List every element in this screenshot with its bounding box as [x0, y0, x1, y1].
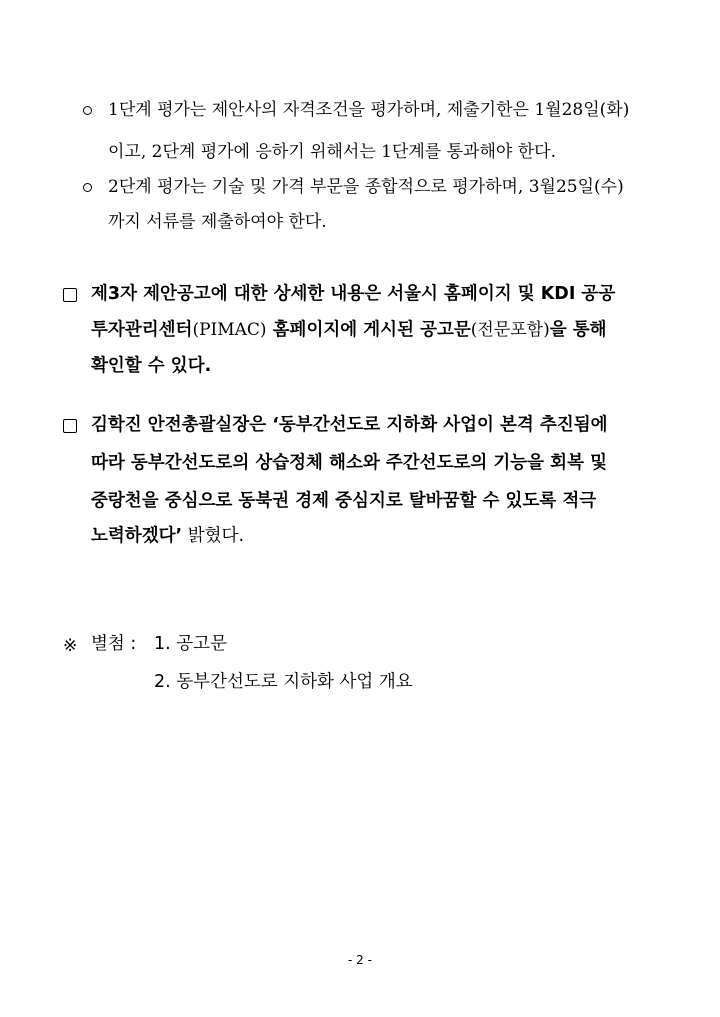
paragraph-1-line-2-b: (PIMAC): [192, 320, 267, 340]
sub-item-2-line-1: 2단계 평가는 기술 및 가격 부문을 종합적으로 평가하며, 3월25일(수): [108, 177, 624, 197]
attachments-label: 별첨 :: [91, 634, 137, 654]
paragraph-1-line-2: [91, 322, 607, 340]
paragraph-2-line-4-rest: 밝혔다.: [182, 526, 245, 546]
paragraph-1-line-2-d: (전문포함): [470, 320, 550, 340]
paragraph-2-line-4-bold: 노력하겠다’: [91, 526, 183, 546]
paragraph-1-line-2-c: 홈페이지에 게시된 공고문: [266, 320, 471, 340]
attachment-item-1: 1. 공고문: [154, 634, 227, 654]
paragraph-2-line-3: 중랑천을 중심으로 동북권 경제 중심지로 탈바꿈할 수 있도록 적극: [91, 491, 597, 511]
attachment-item-2: 2. 동부간선도로 지하화 사업 개요: [154, 672, 413, 692]
circle-bullet-icon: [83, 106, 92, 115]
sub-item-1-line-2: 이고, 2단계 평가에 응하기 위해서는 1단계를 통과해야 한다.: [108, 142, 556, 162]
reference-mark: ※: [63, 636, 78, 656]
paragraph-1-line-3: 확인할 수 있다.: [91, 356, 212, 376]
paragraph-1-line-1: 제3자 제안공고에 대한 상세한 내용은 서울시 홈페이지 및 KDI 공공: [91, 284, 616, 304]
paragraph-2-line-4: [91, 528, 244, 546]
page-number: - 2 -: [348, 953, 372, 967]
paragraph-1-line-2-a: 투자관리센터: [91, 320, 193, 340]
square-bullet-icon: [63, 419, 77, 433]
circle-bullet-icon: [83, 183, 92, 192]
paragraph-1-line-2-e: 을 통해: [549, 320, 607, 340]
square-bullet-icon: [63, 288, 77, 302]
sub-item-1-line-1: 1단계 평가는 제안사의 자격조건을 평가하며, 제출기한은 1월28일(화): [108, 100, 630, 120]
sub-item-2-line-2: 까지 서류를 제출하여야 한다.: [108, 212, 327, 232]
paragraph-2-line-1: 김학진 안전총괄실장은 ‘동부간선도로 지하화 사업이 본격 추진됨에: [91, 415, 608, 435]
paragraph-2-line-2: 따라 동부간선도로의 상습정체 해소와 주간선도로의 기능을 회복 및: [91, 453, 607, 473]
